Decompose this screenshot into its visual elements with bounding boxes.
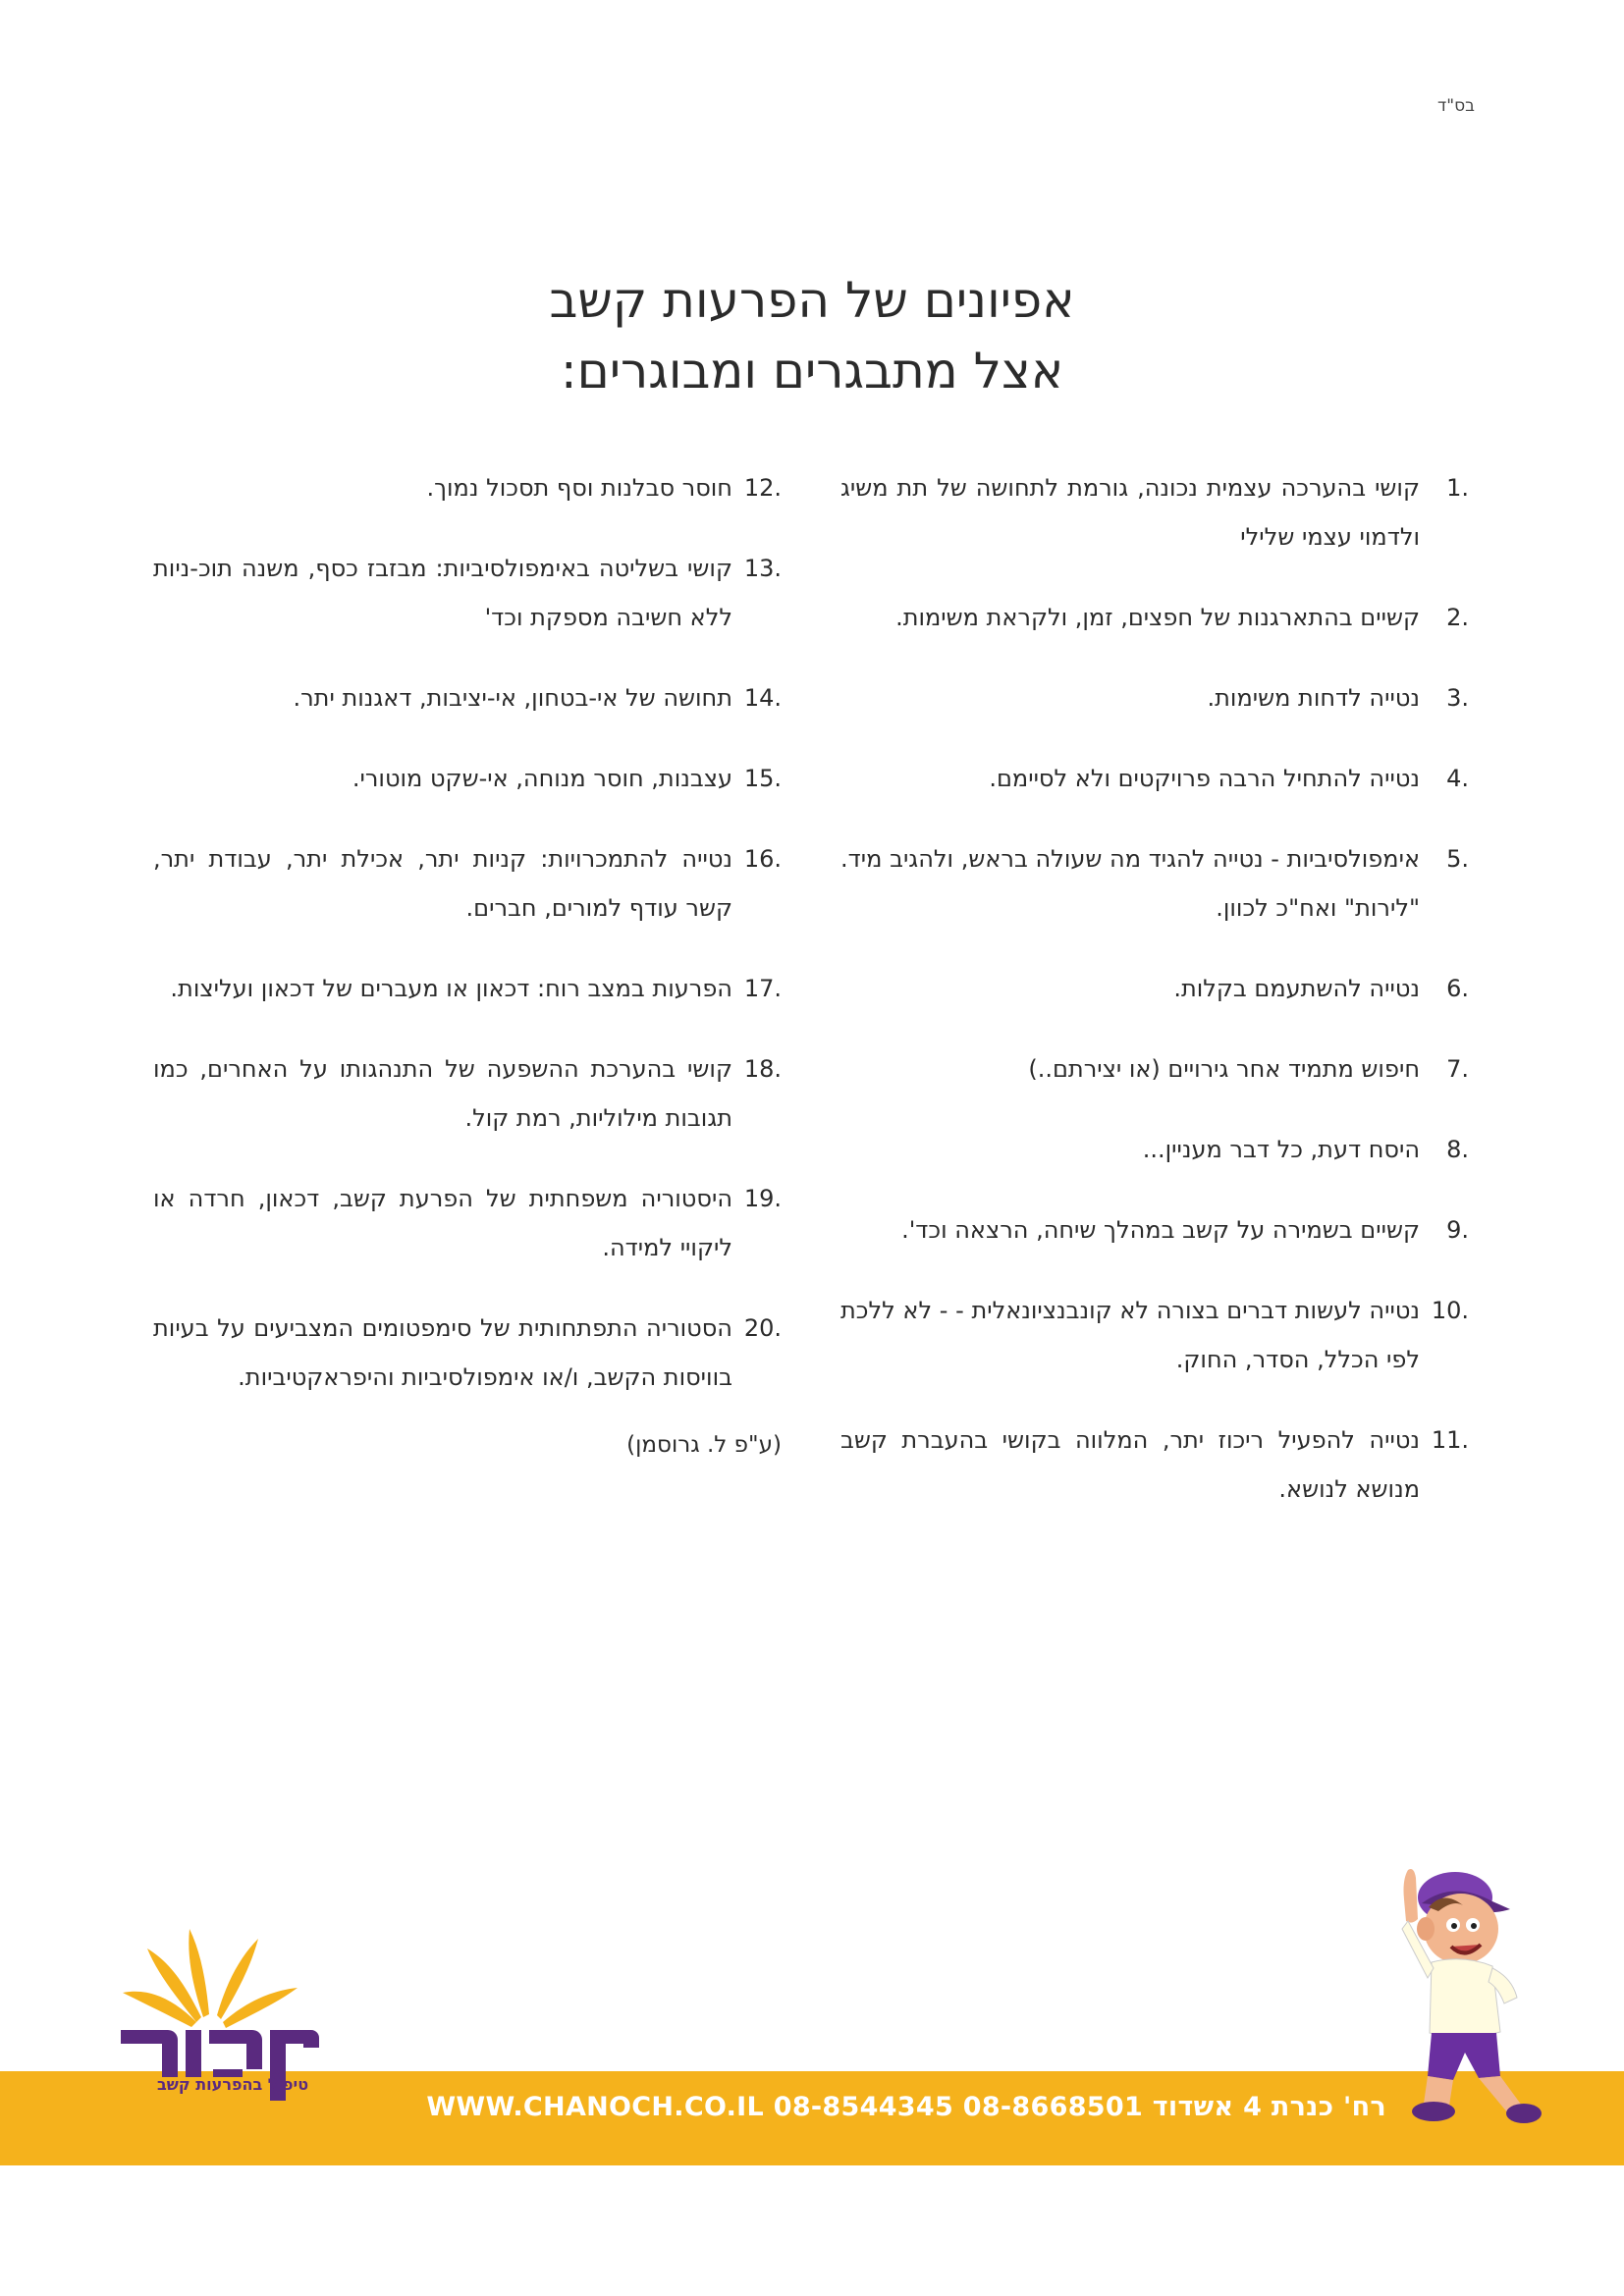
- item-number: 5.: [1446, 845, 1469, 873]
- list-item: [153, 463, 782, 512]
- logo-flower-icon: [123, 1929, 298, 2028]
- item-text: קושי בהערכה עצמית נכונה, גורמת לתחושה של תת משיג ולדמוי עצמי שלילי: [840, 474, 1420, 551]
- item-text: קשיים בשמירה על קשב במהלך שיחה, הרצאה וכד'.: [901, 1216, 1420, 1244]
- item-text: נטייה לעשות דברים בצורה לא קונבנציונאלית - - לא ללכת לפי הכלל, הסדר, החוק.: [840, 1297, 1420, 1373]
- list-item: [840, 463, 1469, 561]
- item-text: חיפוש מתמיד אחר גירויים (או יצירתם..): [1028, 1055, 1420, 1083]
- item-text: נטייה להתחיל הרבה פרויקטים ולא לסיימם.: [989, 765, 1420, 792]
- list-item: [840, 1415, 1469, 1514]
- list-item: [840, 593, 1469, 642]
- list-item: [153, 673, 782, 722]
- item-number: 14.: [743, 684, 782, 712]
- item-number: 2.: [1446, 604, 1469, 631]
- list-item: [153, 1304, 782, 1402]
- list-item: [153, 1174, 782, 1272]
- item-number: 8.: [1446, 1136, 1469, 1163]
- item-number: 11.: [1431, 1426, 1469, 1454]
- item-text: היסח דעת, כל דבר מעניין...: [1142, 1136, 1420, 1163]
- list-item: [840, 1125, 1469, 1174]
- list-item: [840, 1205, 1469, 1255]
- item-number: 3.: [1446, 684, 1469, 712]
- item-number: 4.: [1446, 765, 1469, 792]
- item-text: תחושה של אי-בטחון, אי-יציבות, דאגנות יתר.: [293, 684, 732, 712]
- item-number: 16.: [743, 845, 782, 873]
- list-item: [840, 1044, 1469, 1094]
- bsd-mark: בס"ד: [1437, 96, 1475, 116]
- page-title: [0, 265, 1624, 406]
- item-text: היסטוריה משפחתית של הפרעת קשב, דכאון, חרדה או ליקויי למידה.: [153, 1185, 732, 1261]
- item-text: נטייה לדחות משימות.: [1207, 684, 1420, 712]
- list-item: [153, 1044, 782, 1143]
- item-number: 13.: [743, 555, 782, 582]
- left-column-list: [153, 463, 782, 1465]
- item-number: 7.: [1446, 1055, 1469, 1083]
- list-item: [153, 964, 782, 1013]
- item-number: 15.: [743, 765, 782, 792]
- item-text: אימפולסיביות - נטייה להגיד מה שעולה בראש, ולהגיב מיד. "לירות" ואח"כ לכוון.: [840, 845, 1420, 922]
- chanoch-logo: [103, 1904, 319, 2101]
- item-text: קשיים בהתארגנות של חפצים, זמן, ולקראת משימות.: [895, 604, 1420, 631]
- item-number: 17.: [743, 975, 782, 1002]
- item-text: הפרעות במצב רוח: דכאון או מעברים של דכאון ועליצות.: [170, 975, 732, 1002]
- item-text: נטייה להשתעמם בקלות.: [1173, 975, 1420, 1002]
- list-item: [153, 754, 782, 803]
- list-item: [840, 754, 1469, 803]
- list-item: [840, 673, 1469, 722]
- item-text: עצבנות, חוסר מנוחה, אי-שקט מוטורי.: [352, 765, 732, 792]
- item-number: 9.: [1446, 1216, 1469, 1244]
- list-item: [840, 834, 1469, 933]
- item-text: חוסר סבלנות וסף תסכול נמוך.: [426, 474, 732, 502]
- item-number: 1.: [1446, 474, 1469, 502]
- title-line-1: אפיונים של הפרעות קשב: [549, 272, 1075, 329]
- source-citation: (ע"פ ל. גרוסמן): [626, 1432, 782, 1458]
- list-item: [153, 544, 782, 642]
- title-line-2: אצל מתבגרים ומבוגרים:: [560, 343, 1064, 400]
- item-text: הסטוריה התפתחותית של סימפטומים המצביעים על בעיות בוויסות הקשב, ו/או אימפולסיביות והיפראקטיביות.: [153, 1314, 732, 1391]
- item-text: קושי בהערכת ההשפעה של התנהגותו על האחרים, כמו תגובות מילוליות, רמת קול.: [153, 1055, 732, 1132]
- item-number: 6.: [1446, 975, 1469, 1002]
- item-text: קושי בשליטה באימפולסיביות: מבזבז כסף, משנה תוכ-ניות ללא חשיבה מספקת וכד': [153, 555, 732, 631]
- list-item: [840, 1286, 1469, 1384]
- item-text: נטייה להפעיל ריכוז יתר, המלווה בקושי בהעברת קשב מנושא לנושא.: [840, 1426, 1420, 1503]
- item-text: נטייה להתמכרויות: קניות יתר, אכילת יתר, עבודת יתר, קשר עודף למורים, חברים.: [153, 845, 732, 922]
- cartoon-boy-illustration: [1394, 1860, 1551, 2135]
- logo-subtitle: טיפול בהפרעות קשב: [157, 2075, 309, 2094]
- list-item: [840, 964, 1469, 1013]
- item-number: 10.: [1431, 1297, 1469, 1324]
- right-column-list: [840, 463, 1469, 1545]
- list-item: [153, 834, 782, 933]
- item-number: 19.: [743, 1185, 782, 1212]
- item-number: 18.: [743, 1055, 782, 1083]
- item-number: 12.: [743, 474, 782, 502]
- item-number: 20.: [743, 1314, 782, 1342]
- footer-contact: רח' כנרת 4 אשדוד 08-8668501 08-8544345 WWW.CHANOCH.CO.IL: [426, 2092, 1386, 2122]
